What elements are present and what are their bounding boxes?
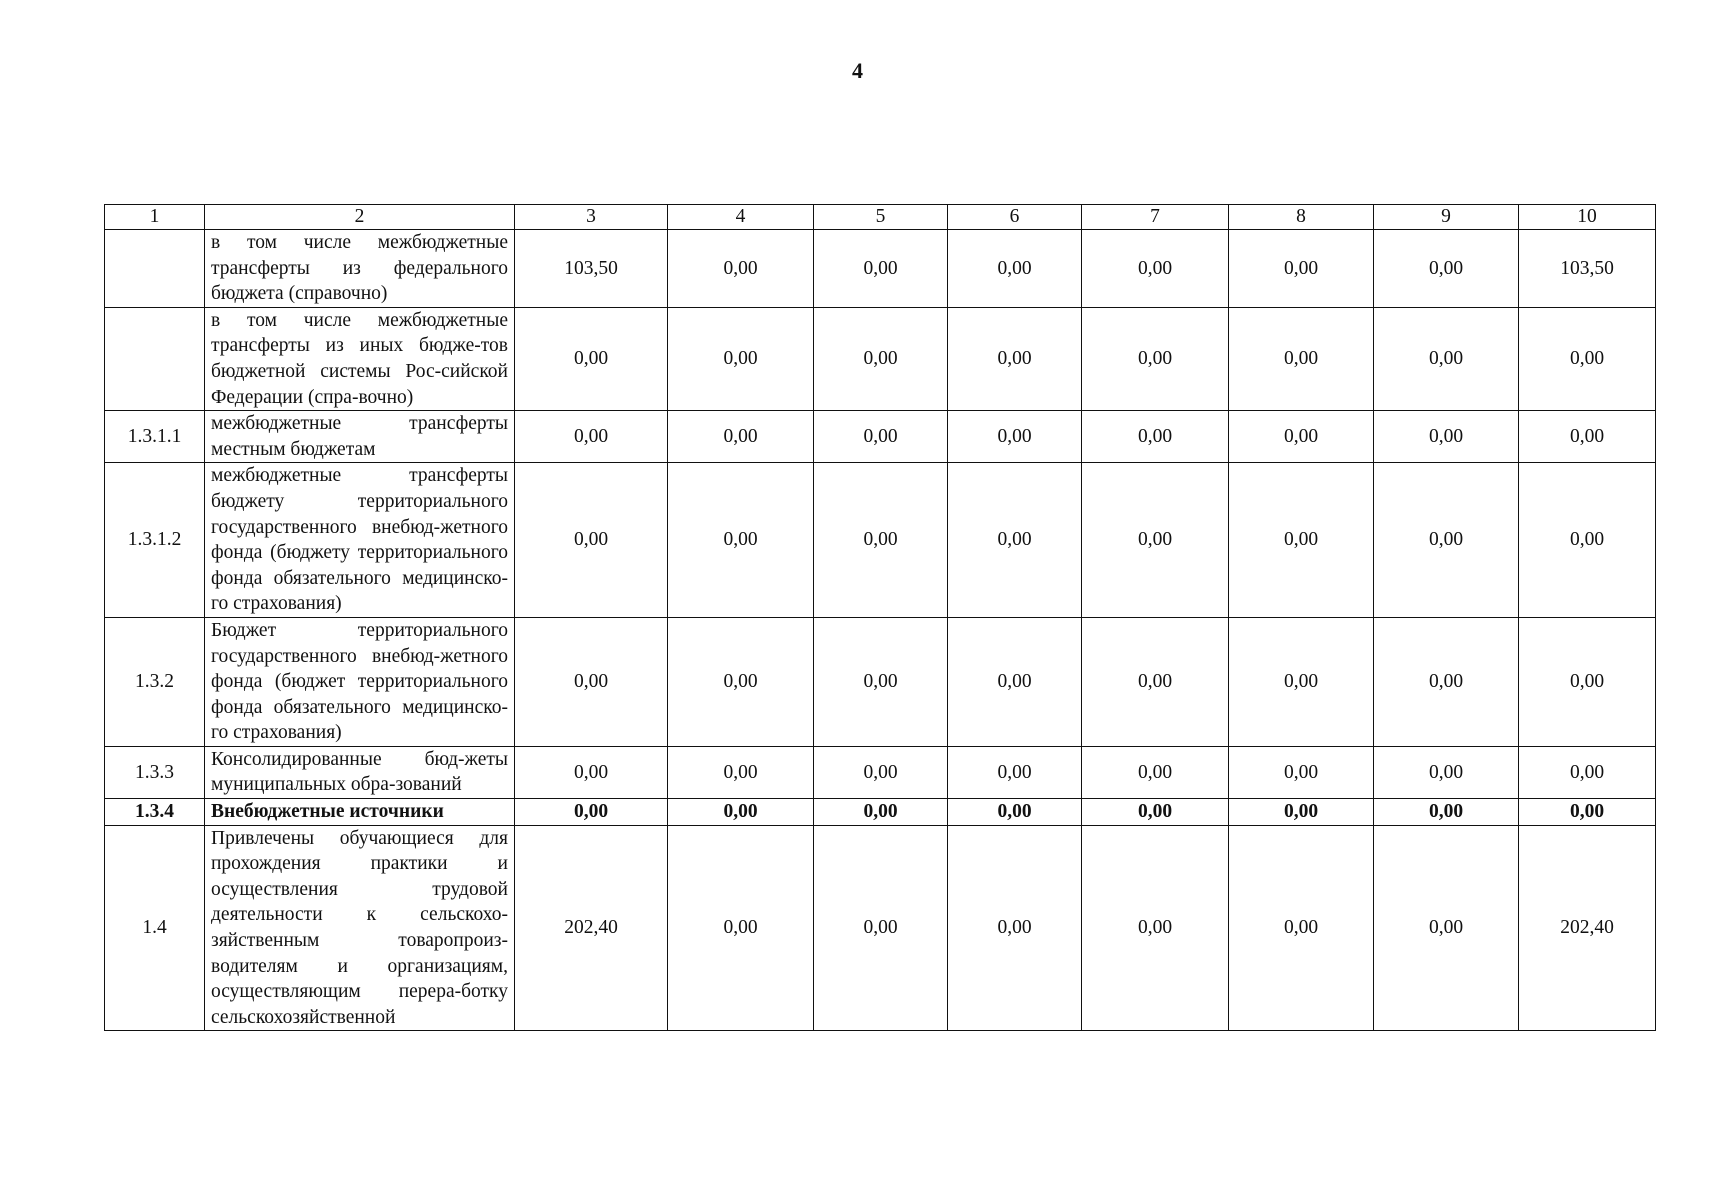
row-value: 0,00 (668, 825, 814, 1031)
page-number: 4 (852, 58, 863, 83)
row-name: Привлечены обучающиеся для прохождения практики и осуществления трудовой деятельности к сельскохо-зяйственным товаропроиз-водителям и организациям, осуществляющим перера-ботку сельскохозяйственной (205, 825, 515, 1031)
table-row (105, 411, 1656, 463)
table-row (105, 799, 1656, 826)
row-value: 103,50 (1519, 230, 1656, 308)
row-value: 0,00 (948, 463, 1082, 618)
row-value: 103,50 (515, 230, 668, 308)
column-header: 4 (668, 205, 814, 230)
row-value: 0,00 (1082, 799, 1229, 826)
row-value: 0,00 (1519, 799, 1656, 826)
table-row (105, 746, 1656, 798)
column-header: 5 (814, 205, 948, 230)
row-value: 0,00 (814, 411, 948, 463)
row-value: 0,00 (814, 799, 948, 826)
column-header: 2 (205, 205, 515, 230)
row-value: 0,00 (1374, 746, 1519, 798)
row-value: 202,40 (515, 825, 668, 1031)
table-row (105, 617, 1656, 746)
row-value: 0,00 (1082, 307, 1229, 410)
row-value: 0,00 (515, 799, 668, 826)
row-value: 0,00 (1082, 411, 1229, 463)
row-value: 0,00 (1374, 463, 1519, 618)
row-value: 0,00 (1082, 230, 1229, 308)
row-value: 202,40 (1519, 825, 1656, 1031)
row-value: 0,00 (515, 746, 668, 798)
budget-table (104, 204, 1656, 1031)
row-value: 0,00 (1229, 411, 1374, 463)
row-value: 0,00 (814, 746, 948, 798)
row-value: 0,00 (668, 746, 814, 798)
column-header: 6 (948, 205, 1082, 230)
row-value: 0,00 (668, 307, 814, 410)
row-value: 0,00 (668, 463, 814, 618)
row-value: 0,00 (814, 463, 948, 618)
row-value: 0,00 (948, 825, 1082, 1031)
row-value: 0,00 (1374, 307, 1519, 410)
row-value: 0,00 (1519, 307, 1656, 410)
column-header: 10 (1519, 205, 1656, 230)
row-value: 0,00 (814, 307, 948, 410)
row-name: в том числе межбюджетные трансферты из иных бюдже-тов бюджетной системы Рос-сийской Федерации (спра-вочно) (205, 307, 515, 410)
row-value: 0,00 (1374, 617, 1519, 746)
row-value: 0,00 (814, 825, 948, 1031)
row-value: 0,00 (948, 799, 1082, 826)
row-code: 1.3.1.2 (105, 463, 205, 618)
row-value: 0,00 (1374, 411, 1519, 463)
row-value: 0,00 (668, 617, 814, 746)
table-row (105, 463, 1656, 618)
row-code (105, 230, 205, 308)
column-header: 1 (105, 205, 205, 230)
row-value: 0,00 (1229, 617, 1374, 746)
row-value: 0,00 (814, 230, 948, 308)
row-value: 0,00 (1082, 463, 1229, 618)
row-value: 0,00 (1229, 230, 1374, 308)
row-value: 0,00 (1229, 307, 1374, 410)
row-value: 0,00 (948, 617, 1082, 746)
row-value: 0,00 (1519, 746, 1656, 798)
row-value: 0,00 (1374, 825, 1519, 1031)
row-value: 0,00 (1082, 746, 1229, 798)
row-value: 0,00 (948, 746, 1082, 798)
row-code: 1.3.2 (105, 617, 205, 746)
row-value: 0,00 (948, 230, 1082, 308)
row-name: межбюджетные трансферты бюджету территориального государственного внебюд-жетного фонда (бюджету территориального фонда обязательного медицинско-го страхования) (205, 463, 515, 618)
column-header: 7 (1082, 205, 1229, 230)
row-value: 0,00 (1229, 825, 1374, 1031)
row-value: 0,00 (1229, 463, 1374, 618)
row-code: 1.4 (105, 825, 205, 1031)
row-name: Консолидированные бюд-жеты муниципальных обра-зований (205, 746, 515, 798)
row-name: Внебюджетные источники (205, 799, 515, 826)
row-value: 0,00 (948, 411, 1082, 463)
row-code (105, 307, 205, 410)
column-header: 8 (1229, 205, 1374, 230)
row-name: Бюджет территориального государственного внебюд-жетного фонда (бюджет территориального фонда обязательного медицинско-го страхования) (205, 617, 515, 746)
row-value: 0,00 (668, 799, 814, 826)
table-row (105, 825, 1656, 1031)
row-value: 0,00 (668, 411, 814, 463)
row-value: 0,00 (1374, 799, 1519, 826)
row-code: 1.3.4 (105, 799, 205, 826)
row-value: 0,00 (515, 307, 668, 410)
row-value: 0,00 (1082, 825, 1229, 1031)
row-value: 0,00 (1229, 799, 1374, 826)
row-value: 0,00 (1229, 746, 1374, 798)
row-value: 0,00 (515, 463, 668, 618)
row-value: 0,00 (515, 617, 668, 746)
row-value: 0,00 (668, 230, 814, 308)
row-value: 0,00 (1519, 463, 1656, 618)
row-value: 0,00 (1519, 617, 1656, 746)
row-value: 0,00 (948, 307, 1082, 410)
row-value: 0,00 (814, 617, 948, 746)
row-name: межбюджетные трансферты местным бюджетам (205, 411, 515, 463)
table-row (105, 307, 1656, 410)
row-value: 0,00 (1082, 617, 1229, 746)
row-code: 1.3.1.1 (105, 411, 205, 463)
column-header-row (105, 205, 1656, 230)
row-value: 0,00 (1519, 411, 1656, 463)
column-header: 9 (1374, 205, 1519, 230)
column-header: 3 (515, 205, 668, 230)
row-value: 0,00 (1374, 230, 1519, 308)
row-value: 0,00 (515, 411, 668, 463)
row-code: 1.3.3 (105, 746, 205, 798)
row-name: в том числе межбюджетные трансферты из федерального бюджета (справочно) (205, 230, 515, 308)
table-row (105, 230, 1656, 308)
